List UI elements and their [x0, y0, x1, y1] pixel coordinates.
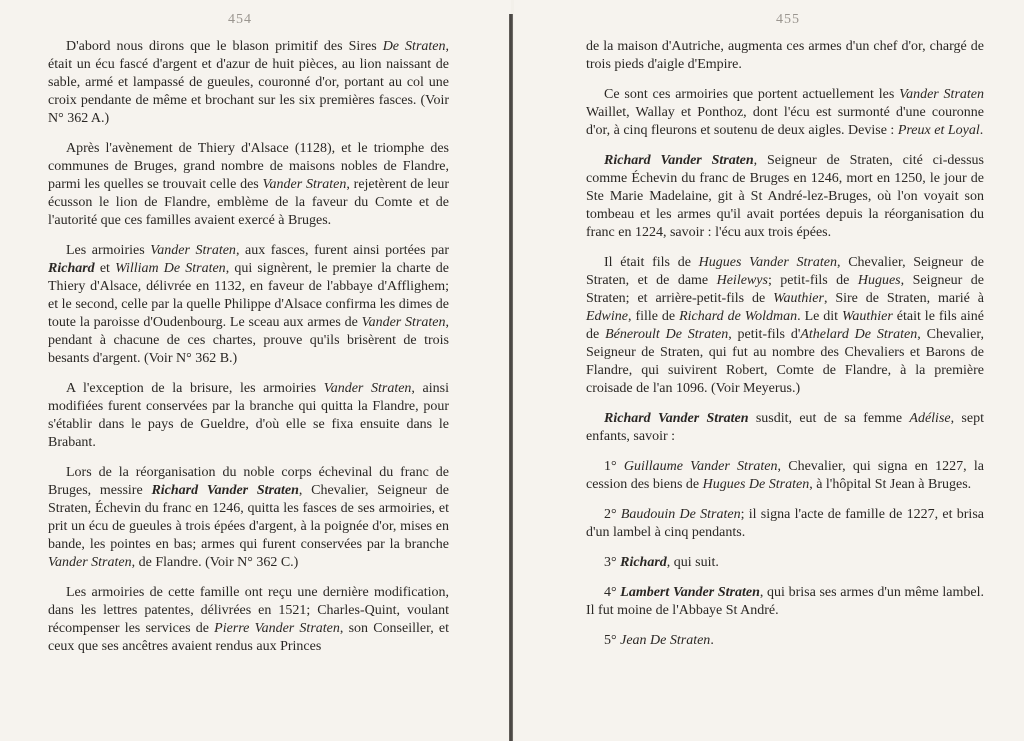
emphasized-name: Richard	[48, 261, 95, 276]
book-gutter	[509, 14, 513, 741]
text-run: ; il signa l'acte de famille de 1227, et brisa d'un lambel à cinq pendants.	[586, 507, 984, 540]
text-run: , qui brisa ses armes d'un même lambel. Il fut moine de l'Abbaye St André.	[586, 585, 984, 618]
text-run: A l'exception de la brisure, les armoiries	[66, 381, 324, 396]
text-run: , rejetèrent de leur écusson le lion de Flandre, emblème de la faveur du Comte et de l'autorité que ces familles avaient exercé à Bruges.	[48, 177, 450, 228]
paragraph	[48, 584, 449, 656]
text-run: 3°	[604, 555, 621, 570]
text-run: Les armoiries	[66, 243, 151, 258]
emphasized-name: Guillaume Vander Straten	[623, 459, 778, 474]
paragraph	[48, 140, 449, 230]
emphasized-name: William De Straten	[115, 261, 226, 276]
text-run: .	[710, 633, 714, 648]
text-run: et	[94, 261, 116, 276]
emphasized-name: Hugues De Straten	[702, 477, 810, 492]
text-run: Waillet, Wallay et Ponthoz, dont l'écu est surmonté d'une couronne d'or, à cinq fleurons et soutenu de deux aigles. Devise :	[586, 105, 984, 138]
emphasized-name: Lambert Vander Straten	[620, 585, 760, 600]
emphasized-name: Wauthier	[773, 291, 824, 306]
emphasized-name: Vander Straten	[323, 381, 412, 396]
emphasized-name: Richard Vander Straten	[604, 153, 754, 168]
list-item	[586, 584, 984, 620]
text-run: , ainsi modifiées furent conservées par la branche qui quitta la Flandre, pour s'établir dans le pays de Gueldre, d'où elle se fixa ensuite dans le Brabant.	[48, 381, 449, 450]
text-run: , Seigneur de Straten, cité ci-dessus comme Échevin du franc de Bruges en 1246, mort en 1250, le jour de Ste Marie Madelaine, git à St André-lez-Bruges, où l'on voyait son tombeau et les armes qu'il avait portées depuis la réorganisation du franc en 1224, savoir : l'écu aux trois épées.	[586, 153, 984, 240]
paragraph	[586, 410, 984, 446]
text-run: , était un écu fascé d'argent et d'azur de huit pièces, au lion naissant de sable, armé et lampassé de gueules, couronné d'or, portant au col une croix pendante de même et brochant sur les six premières fasces. (Voir N° 362 A.)	[48, 39, 449, 126]
emphasized-name: Vander Straten	[150, 243, 236, 258]
list-item	[586, 632, 984, 650]
emphasized-name: Vander Straten	[262, 177, 347, 192]
emphasized-name: Hugues	[857, 273, 901, 288]
emphasized-name: Richard	[620, 555, 667, 570]
list-item	[586, 458, 984, 494]
emphasized-name: Vander Straten	[361, 315, 446, 330]
text-run: , Chevalier, Seigneur de Straten, qui fut au nombre des Chevaliers et Barons de Flandre, qui suivirent Robert, Comte de Flandre, à la première croisade de l'an 1096. (Voir Meyerus.)	[586, 327, 984, 396]
text-run: , à l'hôpital St Jean à Bruges.	[809, 477, 972, 492]
text-run: , Chevalier, Seigneur de Straten, et de dame	[586, 255, 984, 288]
emphasized-name: Jean De Straten	[620, 633, 711, 648]
text-run: , Chevalier, Seigneur de Straten, Échevin du franc en 1246, quitta les fasces de ses armoiries, et prit un écu de gueules à trois épées d'argent, à la poignée d'or, mises en bande, les pointes en bas; armes qui furent conservées par la branche	[48, 483, 449, 552]
text-run: .	[979, 123, 984, 138]
paragraph	[586, 254, 984, 398]
paragraph	[586, 152, 984, 242]
right-page	[514, 0, 1024, 741]
text-run: , fille de	[628, 309, 680, 324]
text-run: , qui suit.	[666, 555, 719, 570]
paragraph	[586, 38, 984, 74]
text-run: , petit-fils d'	[728, 327, 801, 342]
text-run: , Sire de Straten, marié à	[823, 291, 984, 306]
text-run: , pendant à chacune de ces chartes, prouve qu'ils brisèrent de trois besants d'argent. (Voir N° 362 B.)	[48, 315, 449, 366]
left-page-body	[48, 38, 449, 656]
list-item	[586, 506, 984, 542]
text-run: 4°	[604, 585, 621, 600]
text-run: , son Conseiller, et ceux que ses ancêtres avaient rendus aux Princes	[48, 621, 449, 654]
emphasized-name: Vander Straten	[48, 555, 132, 570]
paragraph	[586, 86, 984, 140]
text-run: . Le dit	[797, 309, 842, 324]
text-run: Lors de la réorganisation du noble corps échevinal du franc de Bruges, messire	[48, 465, 449, 498]
emphasized-name: De Straten	[382, 39, 446, 54]
text-run: était le fils ainé de	[586, 309, 984, 342]
right-page-number: 455	[776, 12, 800, 27]
text-run: susdit, eut de sa femme	[748, 411, 910, 426]
paragraph	[48, 464, 449, 572]
list-item	[586, 554, 984, 572]
text-run: Les armoiries de cette famille ont reçu une dernière modification, dans les lettres patentes, délivrées en 1521; Charles-Quint, voulant récompenser les services de	[48, 585, 449, 636]
emphasized-name: Athelard De Straten	[800, 327, 918, 342]
emphasized-name: Richard Vander Straten	[604, 411, 749, 426]
paragraph	[48, 38, 449, 128]
emphasized-name: Baudouin De Straten	[620, 507, 741, 522]
emphasized-name: Heilewys	[716, 273, 768, 288]
text-run: 2°	[604, 507, 621, 522]
emphasized-name: Preux et Loyal	[897, 123, 980, 138]
text-run: , Seigneur de Straten; et arrière-petit-fils de	[586, 273, 985, 306]
text-run: Il était fils de	[604, 255, 699, 270]
text-run: 5°	[604, 633, 621, 648]
text-run: de la maison d'Autriche, augmenta ces armes d'un chef d'or, chargé de trois pieds d'aigle d'Empire.	[586, 39, 984, 72]
emphasized-name: Adélise	[909, 411, 951, 426]
emphasized-name: Richard Vander Straten	[151, 483, 299, 498]
left-page-number: 454	[228, 12, 252, 27]
text-run: , Chevalier, qui signa en 1227, la cession des biens de	[586, 459, 984, 492]
emphasized-name: Richard de Woldman	[679, 309, 798, 324]
paragraph	[48, 380, 449, 452]
text-run: ; petit-fils de	[767, 273, 858, 288]
emphasized-name: Hugues Vander Straten	[698, 255, 837, 270]
text-run: 1°	[604, 459, 624, 474]
text-run: Ce sont ces armoiries que portent actuellement les	[604, 87, 900, 102]
emphasized-name: Vander Straten	[899, 87, 984, 102]
paragraph	[48, 242, 449, 368]
text-run: D'abord nous dirons que le blason primitif des Sires	[66, 39, 383, 54]
emphasized-name: Béneroult De Straten	[605, 327, 729, 342]
text-run: , qui signèrent, le premier la charte de Thiery d'Alsace, délivrée en 1132, en faveur de l'abbaye d'Afflighem; et le second, celle par la quelle Philippe d'Alsace confirma les dimes de toute la paroisse d'Oudenbourg. Le sceau aux armes de	[48, 261, 450, 330]
right-page-body	[586, 38, 984, 650]
emphasized-name: Edwine	[586, 309, 628, 324]
left-page	[0, 0, 511, 741]
text-run: , aux fasces, furent ainsi portées par	[235, 243, 449, 258]
text-run: Après l'avènement de Thiery d'Alsace (1128), et le triomphe des communes de Bruges, grand nombre de maisons nobles de Flandre, parmi les quelles se trouvait celle des	[48, 141, 449, 192]
text-run: , de Flandre. (Voir N° 362 C.)	[131, 555, 299, 570]
emphasized-name: Pierre Vander Straten	[214, 621, 340, 636]
text-run: , sept enfants, savoir :	[586, 411, 984, 444]
emphasized-name: Wauthier	[842, 309, 893, 324]
